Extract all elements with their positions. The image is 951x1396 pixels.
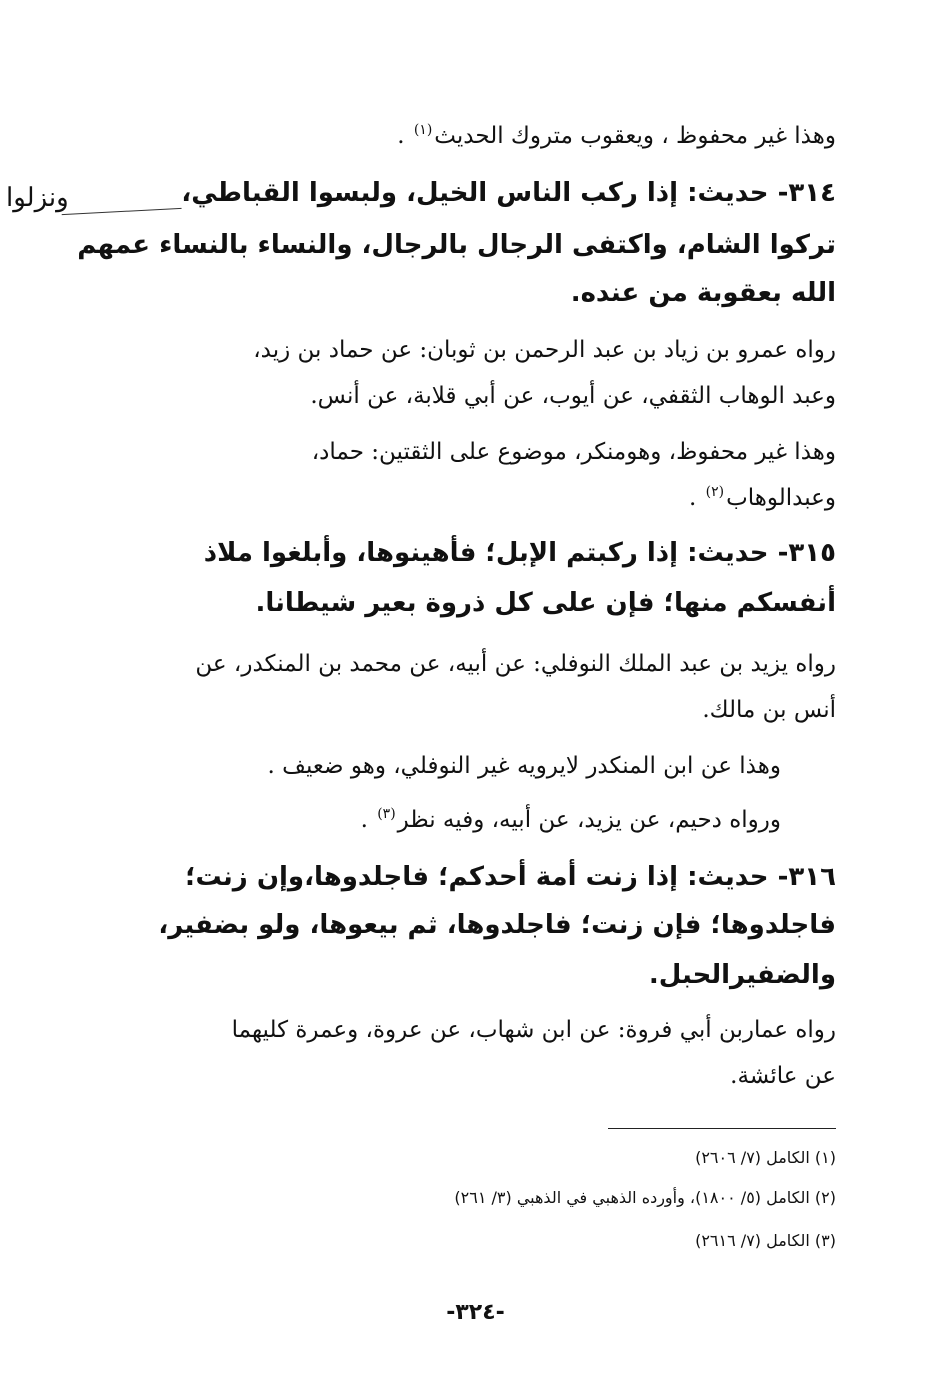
comment-315-line-1: وهذا عن ابن المنكدر لايرويه غير النوفلي، وهو ضعيف . (267, 753, 781, 779)
footnote-reference: (٢) (705, 484, 725, 501)
narration-315-line-1: رواه يزيد بن عبد الملك النوفلي: عن أبيه، عن محمد بن المنكدر، عن (195, 651, 836, 677)
page-number: -٣٢٤- (446, 1300, 505, 1325)
hadith-314-line-3: الله بعقوبة من عنده. (570, 278, 836, 308)
footnote-reference: (٣) (377, 806, 396, 823)
narration-316-line-1: رواه عماربن أبي فروة: عن ابن شهاب، عن عروة، وعمرة كليهما (231, 1017, 836, 1043)
hadith-314-line-1: ٣١٤- حديث: إذا ركب الناس الخيل، ولبسوا القباطي، (181, 178, 836, 208)
footnote-reference: (١) (413, 122, 433, 139)
line-end: . (688, 485, 704, 511)
footnote-separator (608, 1128, 836, 1129)
narration-314-line-2: وعبد الوهاب الثقفي، عن أيوب، عن أبي قلابة، عن أنس. (310, 383, 836, 409)
comment-314-line-2 (689, 476, 836, 520)
narration-316-line-2: عن عائشة. (730, 1063, 836, 1089)
hadith-315-line-2: أنفسكم منها؛ فإن على كل ذروة بعير شيطانا. (255, 588, 836, 618)
hadith-314-line-2: تركوا الشام، واكتفى الرجال بالرجال، والنساء بالنساء عمهم (77, 230, 836, 260)
footnote-3: (٣) الكامل (٧/ ٢٦١٦) (695, 1231, 836, 1250)
line-end: . (397, 123, 412, 149)
hadith-315-line-1: ٣١٥- حديث: إذا ركبتم الإبل؛ فأهينوها، وأبلغوا ملاذ (203, 538, 836, 568)
comment-314-line-1: وهذا غير محفوظ، وهومنكر، موضوع على الثقتين: حماد، (311, 439, 836, 465)
line-text: وهذا غير محفوظ ، ويعقوب متروك الحديث (434, 123, 836, 149)
comment-315-line-2 (361, 798, 781, 842)
line-text: ورواه دحيم، عن يزيد، عن أبيه، وفيه نظر (397, 807, 781, 833)
footnote-1: (١) الكامل (٧/ ٢٦٠٦) (695, 1148, 836, 1167)
hadith-316-line-3: والضفيرالحبل. (648, 960, 836, 990)
text-line (397, 114, 836, 158)
hadith-316-line-1: ٣١٦- حديث: إذا زنت أمة أحدكم؛ فاجلدوها،وإن زنت؛ (185, 862, 836, 892)
narration-314-line-1: رواه عمرو بن زياد بن عبد الرحمن بن ثوبان: عن حماد بن زيد، (253, 337, 836, 363)
handwritten-margin-note: ونزلوا (6, 183, 69, 213)
hadith-316-line-2: فاجلدوها؛ فإن زنت؛ فاجلدوها، ثم بيعوها، ولو بضفير، (158, 910, 836, 940)
line-end: . (360, 807, 376, 833)
line-text: وعبدالوهاب (726, 485, 836, 511)
footnote-2: (٢) الكامل (٥/ ١٨٠٠)، وأورده الذهبي في الذهبي (٣/ ٢٦١) (454, 1188, 836, 1207)
narration-315-line-2: أنس بن مالك. (702, 697, 836, 723)
